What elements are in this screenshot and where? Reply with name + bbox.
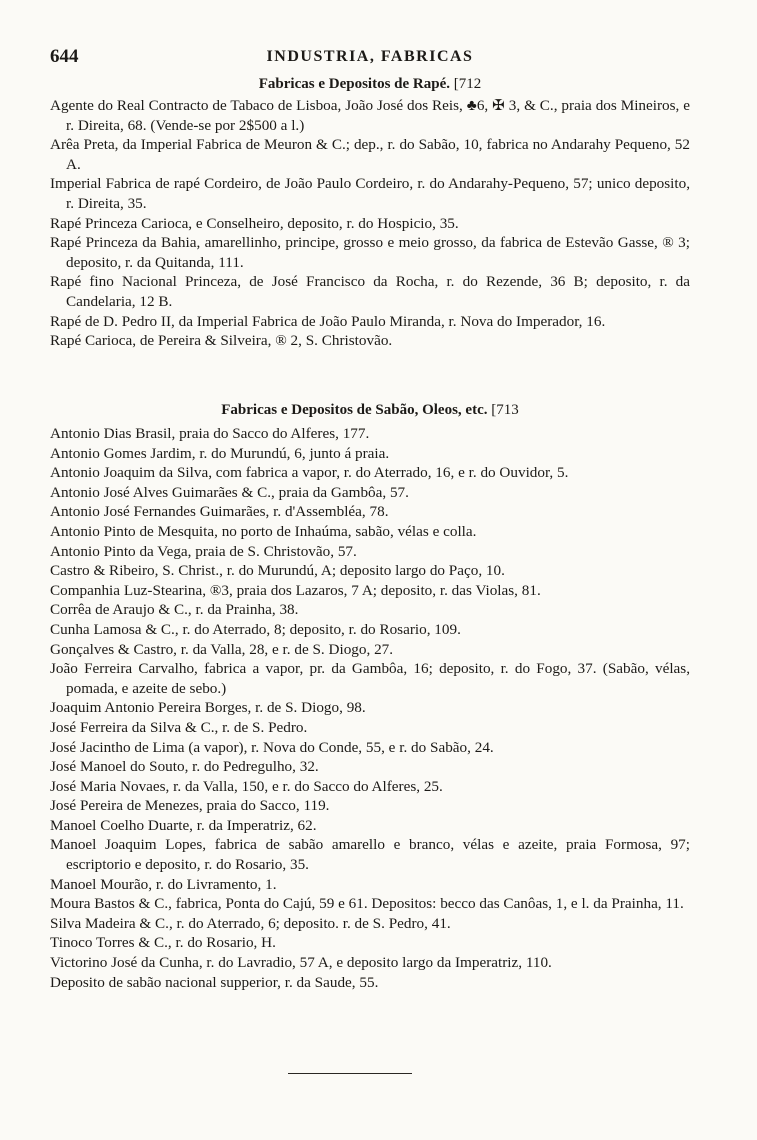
- list-item: Imperial Fabrica de rapé Cordeiro, de João Paulo Cordeiro, r. do Andarahy-Pequeno, 57; unico deposito, r. Direita, 35.: [50, 175, 690, 212]
- entry-list: [50, 96, 690, 351]
- list-item: João Ferreira Carvalho, fabrica a vapor, pr. da Gambôa, 16; deposito, r. do Fogo, 37. (Sabão, vélas, pomada, e azeite de sebo.): [50, 660, 690, 697]
- list-item: Rapé Princeza da Bahia, amarellinho, principe, grosso e meio grosso, da fabrica de Estevão Gasse, ® 3; deposito, r. da Quitanda, 111.: [50, 234, 690, 271]
- list-item: Manoel Coelho Duarte, r. da Imperatriz, 62.: [50, 816, 317, 834]
- list-item: Antonio Joaquim da Silva, com fabrica a vapor, r. do Aterrado, 16, e r. do Ouvidor, 5.: [50, 464, 569, 482]
- list-item: Silva Madeira & C., r. do Aterrado, 6; deposito. r. de S. Pedro, 41.: [50, 914, 451, 932]
- list-item: Corrêa de Araujo & C., r. da Prainha, 38.: [50, 601, 299, 619]
- list-item: Joaquim Antonio Pereira Borges, r. de S. Diogo, 98.: [50, 699, 366, 717]
- list-item: José Jacintho de Lima (a vapor), r. Nova do Conde, 55, e r. do Sabão, 24.: [50, 738, 494, 756]
- entry-list: [50, 424, 690, 992]
- list-item: Antonio José Fernandes Guimarães, r. d'Assembléa, 78.: [50, 503, 389, 521]
- list-item: Cunha Lamosa & C., r. do Aterrado, 8; deposito, r. do Rosario, 109.: [50, 620, 461, 638]
- section-title: [50, 74, 690, 95]
- list-item: Rapé de D. Pedro II, da Imperial Fabrica de João Paulo Miranda, r. Nova do Imperador, 16.: [50, 312, 606, 330]
- list-item: Agente do Real Contracto de Tabaco de Lisboa, João José dos Reis, ♣6, ✠ 3, & C., praia dos Mineiros, e r. Direita, 68. (Vende-se por 2$500 a l.): [50, 97, 690, 134]
- list-item: Rapé fino Nacional Princeza, de José Francisco da Rocha, r. do Rezende, 36 B; deposito, r. da Candelaria, 12 B.: [50, 273, 690, 310]
- list-item: José Pereira de Menezes, praia do Sacco, 119.: [50, 797, 330, 815]
- list-item: Arêa Preta, da Imperial Fabrica de Meuron & C.; dep., r. do Sabão, 10, fabrica no Andarahy Pequeno, 52 A.: [50, 136, 690, 173]
- section-rape: [50, 74, 690, 351]
- section-number: [713: [491, 402, 519, 418]
- page-header: [50, 46, 690, 72]
- list-item: Antonio Gomes Jardim, r. do Murundú, 6, junto á praia.: [50, 444, 390, 462]
- section-number: [712: [453, 76, 482, 92]
- list-item: Rapé Princeza Carioca, e Conselheiro, deposito, r. do Hospicio, 35.: [50, 214, 459, 232]
- list-item: Tinoco Torres & C., r. do Rosario, H.: [50, 934, 276, 952]
- list-item: Deposito de sabão nacional supperior, r. da Saude, 55.: [50, 973, 379, 991]
- section-title-text: Fabricas e Depositos de Rapé.: [258, 76, 450, 92]
- closing-rule: [288, 1073, 412, 1074]
- list-item: Antonio José Alves Guimarães & C., praia da Gambôa, 57.: [50, 483, 409, 501]
- list-item: Antonio Pinto da Vega, praia de S. Christovão, 57.: [50, 542, 357, 560]
- list-item: Gonçalves & Castro, r. da Valla, 28, e r. de S. Diogo, 27.: [50, 640, 394, 658]
- list-item: Moura Bastos & C., fabrica, Ponta do Cajú, 59 e 61. Depositos: becco das Canôas, 1, e l. da Prainha, 11.: [50, 895, 684, 913]
- running-title: INDUSTRIA, FABRICAS: [266, 48, 474, 65]
- list-item: Castro & Ribeiro, S. Christ., r. do Murundú, A; deposito largo do Paço, 10.: [50, 562, 505, 580]
- list-item: Antonio Pinto de Mesquita, no porto de Inhaúma, sabão, vélas e colla.: [50, 522, 477, 540]
- list-item: Manoel Joaquim Lopes, fabrica de sabão amarello e branco, vélas e azeite, praia Formosa, 97; escriptorio e deposito, r. do Rosario, 35.: [50, 836, 690, 874]
- list-item: Victorino José da Cunha, r. do Lavradio, 57 A, e deposito largo da Imperatriz, 110.: [50, 954, 552, 972]
- list-item: Rapé Carioca, de Pereira & Silveira, ® 2, S. Christovão.: [50, 332, 393, 350]
- list-item: Manoel Mourão, r. do Livramento, 1.: [50, 875, 277, 893]
- list-item: José Manoel do Souto, r. do Pedregulho, 32.: [50, 758, 319, 776]
- section-title: [50, 400, 690, 421]
- list-item: José Maria Novaes, r. da Valla, 150, e r. do Sacco do Alferes, 25.: [50, 777, 443, 795]
- section-sabao: [50, 400, 690, 992]
- list-item: José Ferreira da Silva & C., r. de S. Pedro.: [50, 718, 308, 736]
- list-item: Companhia Luz-Stearina, ®3, praia dos Lazaros, 7 A; deposito, r. das Violas, 81.: [50, 581, 541, 599]
- list-item: Antonio Dias Brasil, praia do Sacco do Alferes, 177.: [50, 425, 370, 442]
- page-number: 644: [50, 46, 79, 67]
- section-title-text: Fabricas e Depositos de Sabão, Oleos, etc.: [221, 402, 488, 418]
